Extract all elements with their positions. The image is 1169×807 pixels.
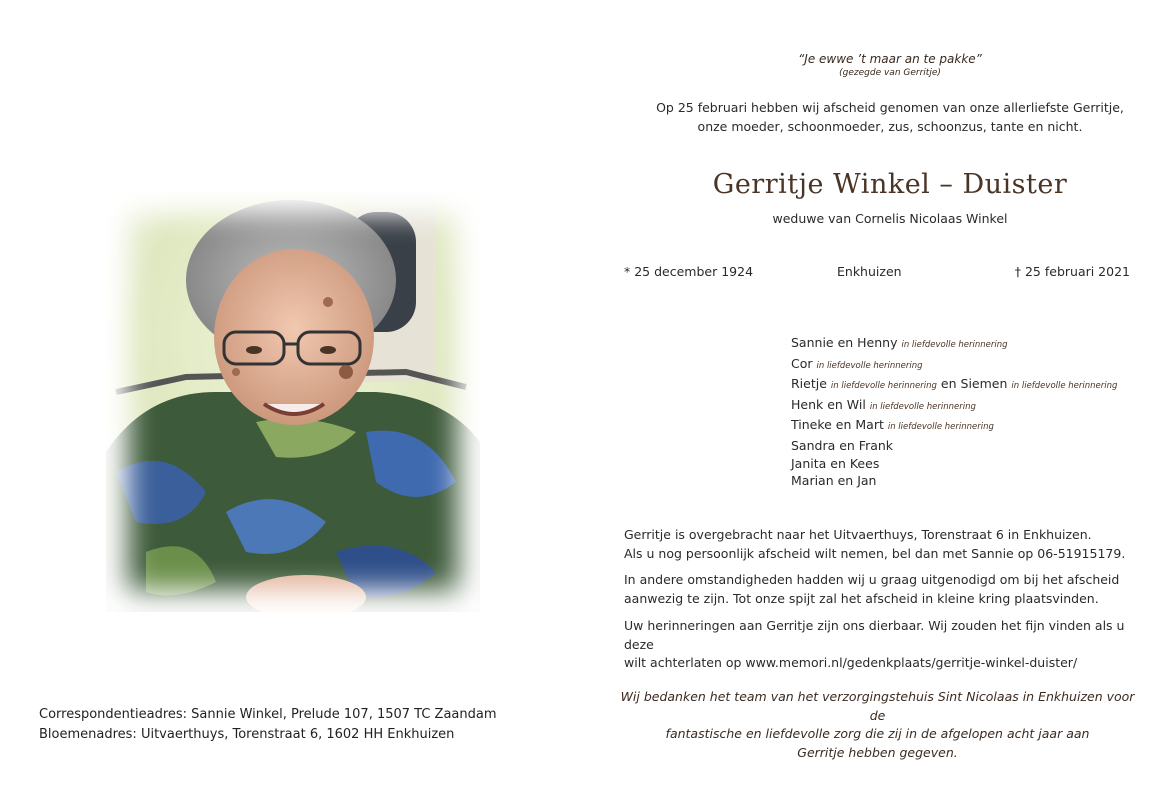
family-note: in liefdevolle herinnering bbox=[901, 340, 1008, 350]
family-names: Sannie en Henny bbox=[791, 335, 898, 350]
family-note: in liefdevolle herinnering bbox=[830, 381, 937, 392]
list-item bbox=[791, 375, 1117, 396]
paragraph-memories bbox=[624, 617, 1144, 673]
widow-of-text: weduwe van Cornelis Nicolaas Winkel bbox=[772, 211, 1008, 226]
thanks-line: Wij bedanken het team van het verzorgingstehuis Sint Nicolaas in Enkhuizen voor de bbox=[620, 689, 1135, 723]
family-names: Janita en Kees bbox=[791, 455, 880, 471]
list-item bbox=[791, 472, 1117, 490]
paragraph-transfer bbox=[624, 526, 1144, 563]
family-note: in liefdevolle herinnering bbox=[1011, 381, 1118, 392]
deceased-name: Gerritje Winkel – Duister bbox=[712, 169, 1068, 200]
intro-text bbox=[625, 98, 1155, 136]
paragraph-line: In andere omstandigheden hadden wij u graag uitgenodigd om bij het afscheid bbox=[624, 572, 1120, 587]
thanks-text bbox=[620, 688, 1135, 762]
paragraph-line: aanwezig te zijn. Tot onze spijt zal het afscheid in kleine kring plaatsvinden. bbox=[624, 590, 1099, 606]
family-names: Cor bbox=[791, 355, 813, 371]
portrait-photo bbox=[106, 192, 480, 612]
paragraph-line: Uw herinneringen aan Gerritje zijn ons dierbaar. Wij zouden het fijn vinden als u deze bbox=[624, 618, 1125, 652]
family-names: en Siemen bbox=[940, 376, 1008, 392]
memori-link-line: wilt achterlaten op www.memori.nl/gedenkplaats/gerritje-winkel-duister/ bbox=[624, 655, 1078, 670]
family-list bbox=[791, 334, 1117, 490]
birth-date: * 25 december 1924 bbox=[624, 264, 754, 279]
quote-source: (gezegde van Gerritje) bbox=[839, 68, 941, 78]
family-names: Tineke en Mart bbox=[791, 417, 884, 433]
list-item bbox=[791, 455, 1117, 473]
family-names: Henk en Wil bbox=[791, 396, 866, 412]
intro-line-1: Op 25 februari hebben wij afscheid genomen van onze allerliefste Gerritje, bbox=[656, 100, 1124, 115]
family-note: in liefdevolle herinnering bbox=[869, 401, 976, 412]
paragraph-line: Gerritje is overgebracht naar het Uitvaerthuys, Torenstraat 6 in Enkhuizen. bbox=[624, 527, 1092, 542]
correspondence-address: Correspondentieadres: Sannie Winkel, Prelude 107, 1507 TC Zaandam bbox=[39, 707, 497, 722]
list-item bbox=[791, 334, 1117, 355]
paragraph-circumstances bbox=[624, 571, 1144, 608]
family-note: in liefdevolle herinnering bbox=[816, 360, 923, 371]
family-names: Sandra en Frank bbox=[791, 437, 894, 453]
list-item bbox=[791, 396, 1117, 417]
list-item bbox=[791, 416, 1117, 437]
family-note: in liefdevolle herinnering bbox=[887, 422, 994, 433]
intro-line-2: onze moeder, schoonmoeder, zus, schoonzus, tante en nicht. bbox=[697, 119, 1083, 134]
death-date: † 25 februari 2021 bbox=[1014, 264, 1130, 279]
thanks-line: Gerritje hebben gegeven. bbox=[797, 744, 958, 760]
family-names: Marian en Jan bbox=[791, 473, 877, 489]
portrait-image bbox=[106, 192, 480, 612]
family-names: Rietje bbox=[791, 376, 827, 392]
paragraph-line: Als u nog persoonlijk afscheid wilt nemen, bel dan met Sannie op 06-51915179. bbox=[624, 545, 1126, 561]
place: Enkhuizen bbox=[837, 264, 902, 279]
quote-text: “Je ewwe ’t maar an te pakke” bbox=[798, 52, 982, 66]
list-item bbox=[791, 355, 1117, 376]
thanks-line: fantastische en liefdevolle zorg die zij in de afgelopen acht jaar aan bbox=[665, 726, 1090, 741]
list-item bbox=[791, 437, 1117, 455]
flower-address: Bloemenadres: Uitvaerthuys, Torenstraat 6, 1602 HH Enkhuizen bbox=[39, 727, 455, 742]
